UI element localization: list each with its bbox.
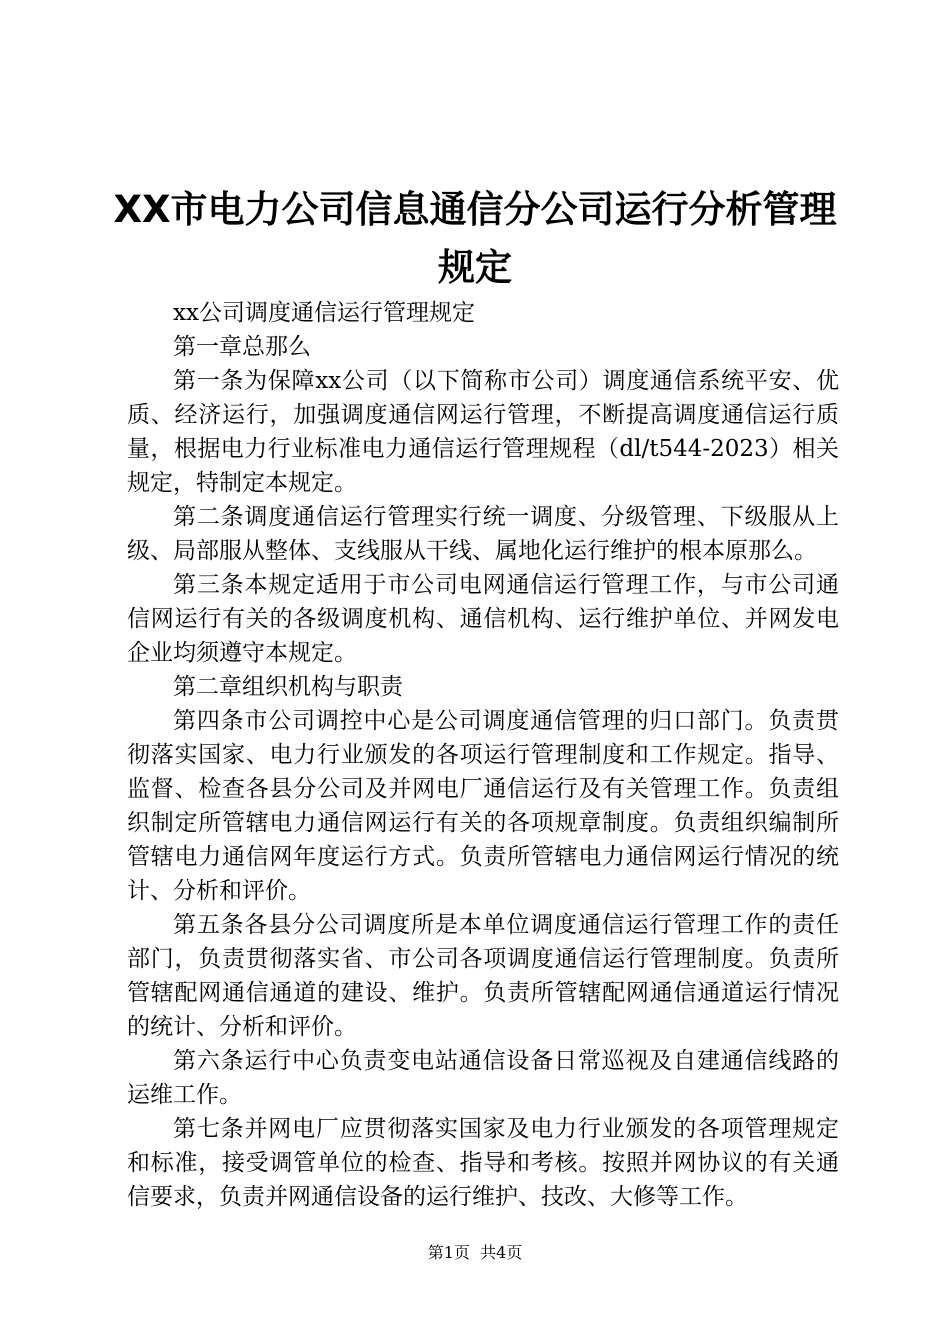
article-paragraph: 第五条各县分公司调度所是本单位调度通信运行管理工作的责任部门，负责贯彻落实省、市公司各项调度通信运行管理制度。负责所管辖配网通信通道的建设、维护。负责所管辖配网通信通道运行情况的统计、分析和评价。 [127,912,839,1040]
chapter-heading: 第二章组织机构与职责 [173,674,403,700]
document-body [127,296,839,1214]
document-title-line-1: XX市电力公司信息通信分公司运行分析管理 [113,188,837,231]
chapter-heading: 第一章总那么 [173,334,311,360]
subtitle-paragraph: xx公司调度通信运行管理规定 [173,300,475,326]
page-total: 共4页 [480,1243,523,1262]
article-paragraph: 第七条并网电厂应贯彻落实国家及电力行业颁发的各项管理规定和标准，接受调管单位的检查、指导和考核。按照并网协议的有关通信要求，负责并网通信设备的运行维护、技改、大修等工作。 [127,1116,839,1210]
article-paragraph: 第一条为保障xx公司（以下简称市公司）调度通信系统平安、优质、经济运行，加强调度通信网运行管理，不断提高调度通信运行质量，根据电力行业标准电力通信运行管理规程（dl/t544-2023）相关规定，特制定本规定。 [127,368,839,496]
page-footer [0,1243,950,1263]
document-title-line-2: 规定 [438,246,512,289]
page-number: 第1页 [427,1243,470,1262]
article-paragraph: 第六条运行中心负责变电站通信设备日常巡视及自建通信线路的运维工作。 [127,1048,839,1108]
article-paragraph: 第二条调度通信运行管理实行统一调度、分级管理、下级服从上级、局部服从整体、支线服从干线、属地化运行维护的根本原那么。 [127,504,839,564]
article-paragraph: 第三条本规定适用于市公司电网通信运行管理工作，与市公司通信网运行有关的各级调度机构、通信机构、运行维护单位、并网发电企业均须遵守本规定。 [127,572,839,666]
article-paragraph: 第四条市公司调控中心是公司调度通信管理的归口部门。负责贯彻落实国家、电力行业颁发的各项运行管理制度和工作规定。指导、监督、检查各县分公司及并网电厂通信运行及有关管理工作。负责组织制定所管辖电力通信网运行有关的各项规章制度。负责组织编制所管辖电力通信网年度运行方式。负责所管辖电力通信网运行情况的统计、分析和评价。 [127,708,839,904]
